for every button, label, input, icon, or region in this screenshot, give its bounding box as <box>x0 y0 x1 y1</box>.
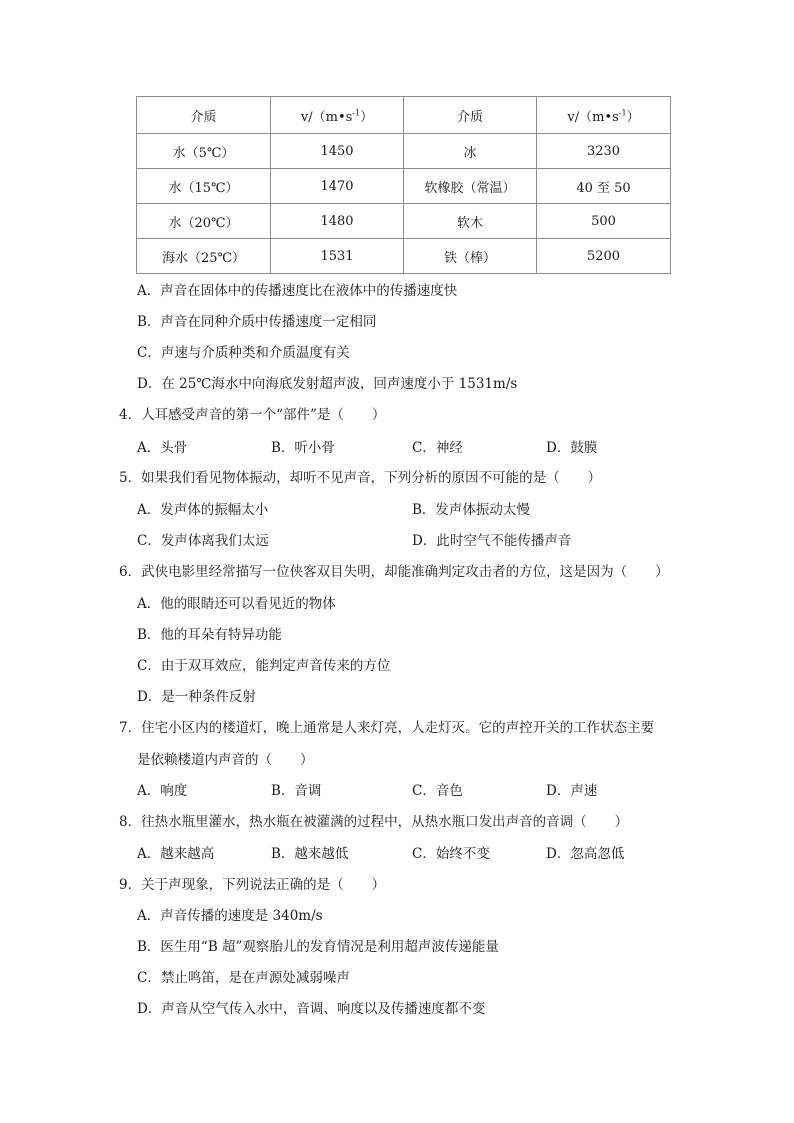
header-medium-2: 介质 <box>404 97 537 134</box>
q3-option-a: A．声音在固体中的传播速度比在液体中的传播速度快 <box>137 283 458 299</box>
table-cell: 铁（棒） <box>404 239 537 274</box>
q7-option-d: D．声速 <box>546 783 598 799</box>
table-cell: 1531 <box>271 239 404 274</box>
q9-option-d: D．声音从空气传入水中，音调、响度以及传播速度都不变 <box>137 1001 486 1017</box>
q7-option-c: C．音色 <box>412 783 463 799</box>
table-cell: 500 <box>537 204 671 239</box>
q4-option-b: B．听小骨 <box>271 440 335 456</box>
q8-stem: 8．往热水瓶里灌水，热水瓶在被灌满的过程中，从热水瓶口发出声音的音调（ ） <box>119 814 629 830</box>
q7-option-b: B．音调 <box>271 783 322 799</box>
q5-options-row2 <box>137 529 657 549</box>
q4-option-d: D．鼓膜 <box>546 440 598 456</box>
q4-option-c: C．神经 <box>412 440 463 456</box>
table-cell: 1450 <box>271 134 404 169</box>
q3-option-b: B．声音在同种介质中传播速度一定相同 <box>137 314 377 330</box>
table-row <box>137 239 671 274</box>
table-cell: 软橡胶（常温） <box>404 169 537 204</box>
table-cell: 软木 <box>404 204 537 239</box>
table-cell: 水（20℃） <box>137 204 271 239</box>
table-row <box>137 134 671 169</box>
header-speed-2: $v/(m•s^{-1})$ <box>537 97 671 134</box>
table-header-row <box>137 97 671 134</box>
q7-stem-line2: 是依赖楼道内声音的（ ） <box>137 752 314 768</box>
q9-stem: 9．关于声现象，下列说法正确的是（ ） <box>119 877 386 893</box>
table-cell: 5200 <box>537 239 671 274</box>
q8-option-c: C．始终不变 <box>412 846 490 862</box>
q5-option-c: C．发声体离我们太远 <box>137 533 269 549</box>
table-cell: 40 至 50 <box>537 169 671 204</box>
table-row <box>137 169 671 204</box>
table-row <box>137 204 671 239</box>
table-cell: 水（15℃） <box>137 169 271 204</box>
header-speed-1: $v/(m•s^{-1})$ <box>271 97 404 134</box>
q6-option-c: C．由于双耳效应，能判定声音传来的方位 <box>137 658 391 674</box>
table-cell: 1480 <box>271 204 404 239</box>
table-cell: 冰 <box>404 134 537 169</box>
q3-option-c: C．声速与介质种类和介质温度有关 <box>137 345 350 361</box>
q5-option-d: D．此时空气不能传播声音 <box>412 533 572 549</box>
header-medium-1: 介质 <box>137 97 271 134</box>
table-cell: 1470 <box>271 169 404 204</box>
q7-options <box>137 779 657 799</box>
table-cell: 3230 <box>537 134 671 169</box>
q5-option-b: B．发声体振动太慢 <box>412 502 530 518</box>
q5-stem: 5．如果我们看见物体振动，却听不见声音，下列分析的原因不可能的是（ ） <box>119 470 602 486</box>
q6-option-b: B．他的耳朵有特异功能 <box>137 627 282 643</box>
q5-option-a: A．发声体的振幅太小 <box>137 502 269 518</box>
q4-stem: 4．人耳感受声音的第一个“部件”是（ ） <box>119 407 386 423</box>
q6-stem: 6．武侠电影里经常描写一位侠客双目失明，却能准确判定攻击者的方位，这是因为（ ） <box>119 564 669 580</box>
q6-option-a: A．他的眼睛还可以看见近的物体 <box>137 596 336 612</box>
q8-options <box>137 842 657 862</box>
sound-speed-table <box>136 96 671 274</box>
q3-option-d: D．在 25℃海水中向海底发射超声波，回声速度小于 1531m/s <box>137 376 518 392</box>
q5-options-row1 <box>137 498 657 518</box>
q9-option-b: B．医生用“B 超”观察胎儿的发育情况是利用超声波传递能量 <box>137 939 499 955</box>
q8-option-d: D．忽高忽低 <box>546 846 625 862</box>
q4-options <box>137 436 657 456</box>
q8-option-b: B．越来越低 <box>271 846 349 862</box>
q7-stem-line1: 7．住宅小区内的楼道灯，晚上通常是人来灯亮，人走灯灭。它的声控开关的工作状态主要 <box>119 720 655 736</box>
q9-option-a: A．声音传播的速度是 340m/s <box>137 908 323 924</box>
q8-option-a: A．越来越高 <box>137 846 215 862</box>
q4-option-a: A．头骨 <box>137 440 188 456</box>
table-cell: 水（5℃） <box>137 134 271 169</box>
table-cell: 海水（25℃） <box>137 239 271 274</box>
q6-option-d: D．是一种条件反射 <box>137 689 256 705</box>
q9-option-c: C．禁止鸣笛，是在声源处减弱噪声 <box>137 970 350 986</box>
q7-option-a: A．响度 <box>137 783 188 799</box>
